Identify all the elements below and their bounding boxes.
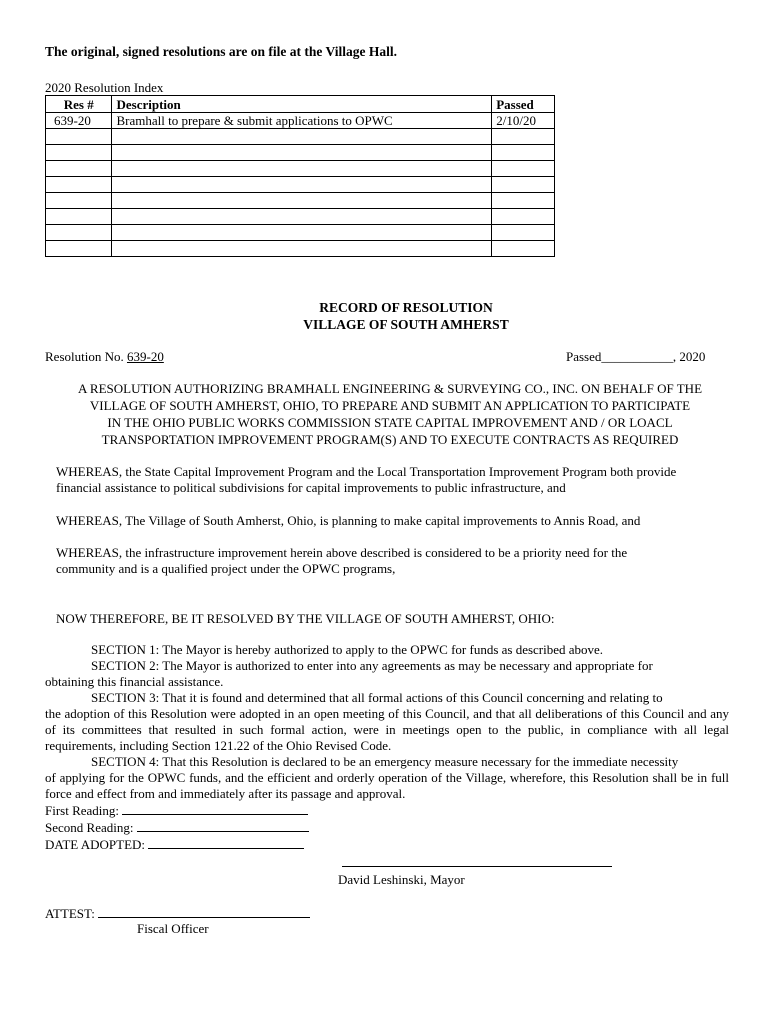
section-3-rest: the adoption of this Resolution were adopted in an open meeting of this Council, and that all deliberations of this Council and any of its committees that resulted in such formal action, were in meetings open to the public, in compliance with all legal requirements, including Section 121.22 of the Ohio Revised Code.	[45, 706, 729, 753]
attest-label: ATTEST:	[45, 906, 95, 921]
cell-description	[112, 177, 492, 193]
attest-row	[45, 905, 310, 922]
cell-description	[112, 225, 492, 241]
resolution-index-table	[45, 95, 555, 257]
table-header-row	[46, 96, 555, 113]
cell-description	[112, 241, 492, 257]
table-row	[46, 241, 555, 257]
section-2-first-line: SECTION 2: The Mayor is authorized to enter into any agreements as may be necessary and appropriate for	[91, 658, 653, 673]
section-4-rest: of applying for the OPWC funds, and the efficient and orderly operation of the Village, wherefore, this Resolution shall be in full force and effect from and immediately after its passage and approval.	[45, 770, 729, 801]
section-3	[45, 690, 729, 754]
fiscal-officer-label: Fiscal Officer	[137, 921, 209, 936]
whereas-paragraph-3	[56, 545, 627, 577]
section-4	[45, 754, 729, 802]
second-reading-label: Second Reading:	[45, 820, 134, 835]
cell-description	[112, 161, 492, 177]
whereas-3-line-1: WHEREAS, the infrastructure improvement herein above described is considered to be a priority need for the	[56, 545, 628, 560]
table-row	[46, 113, 555, 129]
date-adopted-line	[148, 836, 304, 849]
whereas-1-line-1: WHEREAS, the State Capital Improvement Program and the Local Transportation Improvement Program both provide	[56, 464, 677, 479]
first-reading-row	[45, 802, 729, 819]
whereas-paragraph-1	[56, 464, 676, 496]
passed-date: Passed___________, 2020	[566, 349, 706, 364]
column-header-description: Description	[112, 96, 492, 113]
cell-passed: 2/10/20	[492, 113, 555, 129]
resolution-title-line: A RESOLUTION AUTHORIZING BRAMHALL ENGINEERING & SURVEYING CO., INC. ON BEHALF OF THE	[77, 381, 703, 396]
table-row	[46, 129, 555, 145]
section-4-first-line: SECTION 4: That this Resolution is declared to be an emergency measure necessary for the immediate necessity	[91, 754, 679, 769]
table-row	[46, 145, 555, 161]
whereas-paragraph-2: WHEREAS, The Village of South Amherst, Ohio, is planning to make capital improvements to Annis Road, and	[56, 513, 641, 528]
column-header-passed: Passed	[492, 96, 555, 113]
cell-res	[46, 209, 112, 225]
cell-description	[112, 193, 492, 209]
second-reading-line	[137, 819, 309, 832]
village-heading: VILLAGE OF SOUTH AMHERST	[303, 317, 509, 332]
resolution-title-line: VILLAGE OF SOUTH AMHERST, OHIO, TO PREPARE AND SUBMIT AN APPLICATION TO PARTICIPATE	[89, 398, 691, 413]
cell-description	[112, 145, 492, 161]
cell-description	[112, 129, 492, 145]
resolved-clause: NOW THEREFORE, BE IT RESOLVED BY THE VILLAGE OF SOUTH AMHERST, OHIO:	[56, 611, 555, 626]
table-row	[46, 225, 555, 241]
cell-res	[46, 225, 112, 241]
table-row	[46, 209, 555, 225]
section-1: SECTION 1: The Mayor is hereby authorized to apply to the OPWC for funds as described above.	[91, 642, 604, 657]
resolution-number: 639-20	[126, 349, 164, 364]
cell-passed	[492, 209, 555, 225]
first-reading-label: First Reading:	[45, 803, 120, 818]
cell-res	[46, 193, 112, 209]
first-reading-line	[122, 802, 308, 815]
date-adopted-label: DATE ADOPTED:	[45, 837, 146, 852]
section-3-first-line: SECTION 3: That it is found and determined that all formal actions of this Council concerning and relating to	[91, 690, 663, 705]
attest-line	[98, 905, 310, 918]
table-row	[46, 177, 555, 193]
section-2	[45, 658, 729, 690]
section-2-rest: obtaining this financial assistance.	[45, 674, 224, 689]
index-title: 2020 Resolution Index	[45, 80, 164, 95]
cell-description	[112, 209, 492, 225]
cell-description: Bramhall to prepare & submit applications to OPWC	[112, 113, 492, 129]
mayor-signature-line	[342, 858, 612, 867]
whereas-3-line-2: community and is a qualified project under the OPWC programs,	[56, 561, 396, 576]
column-header-res: Res #	[46, 96, 112, 113]
cell-passed	[492, 145, 555, 161]
cell-res	[46, 241, 112, 257]
cell-passed	[492, 241, 555, 257]
cell-res	[46, 129, 112, 145]
resolution-title-line: IN THE OHIO PUBLIC WORKS COMMISSION STATE CAPITAL IMPROVEMENT AND / OR LOACL	[107, 415, 673, 430]
record-heading: RECORD OF RESOLUTION	[319, 300, 493, 315]
file-notice: The original, signed resolutions are on file at the Village Hall.	[45, 44, 398, 59]
cell-passed	[492, 177, 555, 193]
table-row	[46, 161, 555, 177]
resolution-number-line	[45, 349, 164, 365]
date-adopted-row	[45, 836, 729, 853]
table-row	[46, 193, 555, 209]
cell-passed	[492, 225, 555, 241]
resolution-sections	[45, 642, 729, 853]
second-reading-row	[45, 819, 729, 836]
resolution-title-line: TRANSPORTATION IMPROVEMENT PROGRAM(S) AND TO EXECUTE CONTRACTS AS REQUIRED	[101, 432, 679, 447]
cell-res: 639-20	[46, 113, 112, 129]
cell-passed	[492, 161, 555, 177]
cell-res	[46, 161, 112, 177]
resolution-title	[48, 380, 732, 448]
whereas-1-line-2: financial assistance to political subdivisions for capital improvements to public infrastructure, and	[56, 480, 566, 495]
resolution-label: Resolution No.	[45, 349, 127, 364]
cell-passed	[492, 193, 555, 209]
cell-res	[46, 145, 112, 161]
cell-res	[46, 177, 112, 193]
mayor-name: David Leshinski, Mayor	[338, 872, 465, 887]
cell-passed	[492, 129, 555, 145]
